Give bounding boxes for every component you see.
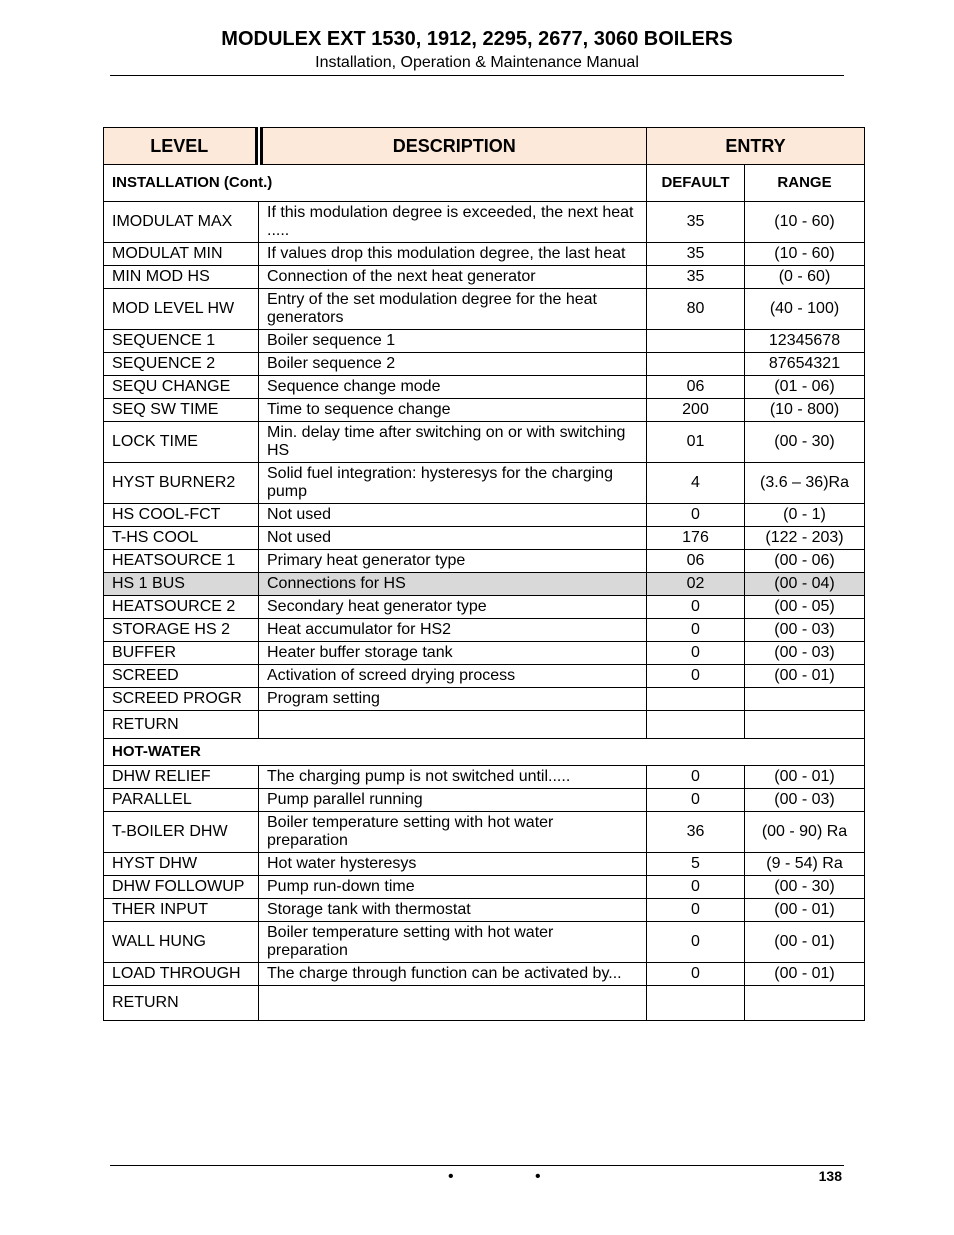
description-cell: Activation of screed drying process <box>259 665 647 688</box>
range-cell: 12345678 <box>745 330 865 353</box>
description-cell: Pump run-down time <box>259 876 647 899</box>
range-cell: (00 - 03) <box>745 642 865 665</box>
level-cell: MIN MOD HS <box>104 266 259 289</box>
table-row <box>104 504 865 527</box>
header-rule <box>110 75 844 76</box>
level-cell: SEQUENCE 1 <box>104 330 259 353</box>
hot-water-section-title: HOT-WATER <box>104 739 865 766</box>
table-row <box>104 963 865 986</box>
range-cell: (40 - 100) <box>745 289 865 330</box>
description-cell: Connections for HS <box>259 573 647 596</box>
range-cell: (3.6 – 36)Ra <box>745 463 865 504</box>
table-row <box>104 289 865 330</box>
description-cell: Hot water hysteresys <box>259 853 647 876</box>
level-cell: HYST DHW <box>104 853 259 876</box>
table-row <box>104 353 865 376</box>
range-cell: (0 - 1) <box>745 504 865 527</box>
default-cell: 35 <box>647 266 745 289</box>
level-cell: LOAD THROUGH <box>104 963 259 986</box>
table-row <box>104 550 865 573</box>
level-cell: HYST BURNER2 <box>104 463 259 504</box>
table-row <box>104 642 865 665</box>
default-cell <box>647 986 745 1021</box>
range-cell: (00 - 01) <box>745 963 865 986</box>
description-cell: Program setting <box>259 688 647 711</box>
installation-section-row <box>104 165 865 202</box>
entry-header: ENTRY <box>647 128 865 165</box>
default-cell: 5 <box>647 853 745 876</box>
default-cell: 0 <box>647 504 745 527</box>
default-cell: 4 <box>647 463 745 504</box>
default-cell: 80 <box>647 289 745 330</box>
description-cell: Entry of the set modulation degree for the heat generators <box>259 289 647 330</box>
table-row <box>104 330 865 353</box>
level-cell: THER INPUT <box>104 899 259 922</box>
default-cell: 06 <box>647 550 745 573</box>
description-cell: Not used <box>259 504 647 527</box>
table-row <box>104 619 865 642</box>
default-cell: 176 <box>647 527 745 550</box>
default-cell: 0 <box>647 619 745 642</box>
level-cell: LOCK TIME <box>104 422 259 463</box>
table-row <box>104 812 865 853</box>
default-cell: 200 <box>647 399 745 422</box>
default-cell: 0 <box>647 963 745 986</box>
default-column-label: DEFAULT <box>647 165 745 202</box>
description-cell: Boiler sequence 1 <box>259 330 647 353</box>
description-cell: Solid fuel integration: hysteresys for the charging pump <box>259 463 647 504</box>
range-cell <box>745 986 865 1021</box>
description-cell: Boiler temperature setting with hot water preparation <box>259 812 647 853</box>
footer-bullet: • <box>448 1168 454 1185</box>
range-cell <box>745 711 865 739</box>
default-cell: 0 <box>647 876 745 899</box>
description-cell: Not used <box>259 527 647 550</box>
range-cell: (122 - 203) <box>745 527 865 550</box>
level-cell: BUFFER <box>104 642 259 665</box>
description-cell: If values drop this modulation degree, the last heat <box>259 243 647 266</box>
range-cell: (00 - 01) <box>745 922 865 963</box>
default-cell: 35 <box>647 202 745 243</box>
range-cell: (00 - 30) <box>745 422 865 463</box>
level-cell: DHW FOLLOWUP <box>104 876 259 899</box>
range-cell: (10 - 60) <box>745 202 865 243</box>
table-row <box>104 399 865 422</box>
description-cell: Sequence change mode <box>259 376 647 399</box>
description-cell: Time to sequence change <box>259 399 647 422</box>
description-cell <box>259 711 647 739</box>
description-cell: If this modulation degree is exceeded, the next heat ..... <box>259 202 647 243</box>
default-cell: 0 <box>647 922 745 963</box>
default-cell <box>647 711 745 739</box>
footer-rule <box>110 1165 844 1166</box>
range-cell: (01 - 06) <box>745 376 865 399</box>
range-cell: (00 - 03) <box>745 619 865 642</box>
level-cell: HEATSOURCE 2 <box>104 596 259 619</box>
level-cell: IMODULAT MAX <box>104 202 259 243</box>
table-row <box>104 376 865 399</box>
range-cell: (00 - 30) <box>745 876 865 899</box>
range-cell: (00 - 01) <box>745 899 865 922</box>
default-cell <box>647 330 745 353</box>
range-cell: (00 - 01) <box>745 665 865 688</box>
description-cell: Storage tank with thermostat <box>259 899 647 922</box>
table-row <box>104 922 865 963</box>
description-cell: The charge through function can be activated by... <box>259 963 647 986</box>
default-cell: 0 <box>647 596 745 619</box>
range-cell: (0 - 60) <box>745 266 865 289</box>
level-cell: MOD LEVEL HW <box>104 289 259 330</box>
description-cell: Boiler temperature setting with hot water preparation <box>259 922 647 963</box>
table-row <box>104 202 865 243</box>
level-cell: SCREED <box>104 665 259 688</box>
table-header-row <box>104 128 865 165</box>
range-cell: (00 - 90) Ra <box>745 812 865 853</box>
table-row <box>104 266 865 289</box>
level-cell: T-HS COOL <box>104 527 259 550</box>
default-cell <box>647 688 745 711</box>
level-cell: HEATSOURCE 1 <box>104 550 259 573</box>
level-cell: RETURN <box>104 711 259 739</box>
page-number: 138 <box>818 1168 842 1184</box>
description-cell: Boiler sequence 2 <box>259 353 647 376</box>
default-cell: 35 <box>647 243 745 266</box>
table-row <box>104 688 865 711</box>
range-cell <box>745 688 865 711</box>
default-cell: 06 <box>647 376 745 399</box>
default-cell: 36 <box>647 812 745 853</box>
default-cell: 0 <box>647 642 745 665</box>
description-cell: Min. delay time after switching on or with switching HS <box>259 422 647 463</box>
level-cell: DHW RELIEF <box>104 766 259 789</box>
level-cell: PARALLEL <box>104 789 259 812</box>
description-cell: The charging pump is not switched until..... <box>259 766 647 789</box>
level-cell: T-BOILER DHW <box>104 812 259 853</box>
footer-bullet: • <box>535 1168 541 1185</box>
level-cell: STORAGE HS 2 <box>104 619 259 642</box>
document-title: MODULEX EXT 1530, 1912, 2295, 2677, 3060 BOILERS <box>221 28 733 50</box>
level-cell: SEQ SW TIME <box>104 399 259 422</box>
default-cell: 0 <box>647 766 745 789</box>
description-cell: Heat accumulator for HS2 <box>259 619 647 642</box>
default-cell: 01 <box>647 422 745 463</box>
default-cell <box>647 353 745 376</box>
level-cell: SCREED PROGR <box>104 688 259 711</box>
range-cell: (00 - 06) <box>745 550 865 573</box>
description-cell: Secondary heat generator type <box>259 596 647 619</box>
range-cell: (9 - 54) Ra <box>745 853 865 876</box>
range-cell: (00 - 01) <box>745 766 865 789</box>
table-row <box>104 463 865 504</box>
level-cell: RETURN <box>104 986 259 1021</box>
range-cell: (00 - 05) <box>745 596 865 619</box>
range-cell: (10 - 60) <box>745 243 865 266</box>
table-row <box>104 711 865 739</box>
description-cell: Heater buffer storage tank <box>259 642 647 665</box>
range-column-label: RANGE <box>745 165 865 202</box>
range-cell: (10 - 800) <box>745 399 865 422</box>
range-cell: (00 - 04) <box>745 573 865 596</box>
description-header: DESCRIPTION <box>259 128 647 165</box>
table-row <box>104 243 865 266</box>
table-row <box>104 876 865 899</box>
default-cell: 0 <box>647 789 745 812</box>
hot-water-section-row <box>104 739 865 766</box>
level-cell: HS COOL-FCT <box>104 504 259 527</box>
default-cell: 0 <box>647 665 745 688</box>
table-row <box>104 766 865 789</box>
table-row <box>104 986 865 1021</box>
table-row <box>104 573 865 596</box>
level-cell: WALL HUNG <box>104 922 259 963</box>
description-cell: Connection of the next heat generator <box>259 266 647 289</box>
description-cell <box>259 986 647 1021</box>
settings-table <box>103 127 865 1021</box>
description-cell: Primary heat generator type <box>259 550 647 573</box>
default-cell: 0 <box>647 899 745 922</box>
table-row <box>104 789 865 812</box>
table-row <box>104 422 865 463</box>
table-row <box>104 665 865 688</box>
level-cell: SEQU CHANGE <box>104 376 259 399</box>
table-row <box>104 596 865 619</box>
installation-section-title: INSTALLATION (Cont.) <box>104 165 647 202</box>
description-cell: Pump parallel running <box>259 789 647 812</box>
level-header: LEVEL <box>104 128 259 165</box>
table-row <box>104 899 865 922</box>
range-cell: 87654321 <box>745 353 865 376</box>
level-cell: MODULAT MIN <box>104 243 259 266</box>
table-row <box>104 853 865 876</box>
level-cell: HS 1 BUS <box>104 573 259 596</box>
document-subtitle: Installation, Operation & Maintenance Manual <box>315 54 639 71</box>
range-cell: (00 - 03) <box>745 789 865 812</box>
level-cell: SEQUENCE 2 <box>104 353 259 376</box>
default-cell: 02 <box>647 573 745 596</box>
table-row <box>104 527 865 550</box>
